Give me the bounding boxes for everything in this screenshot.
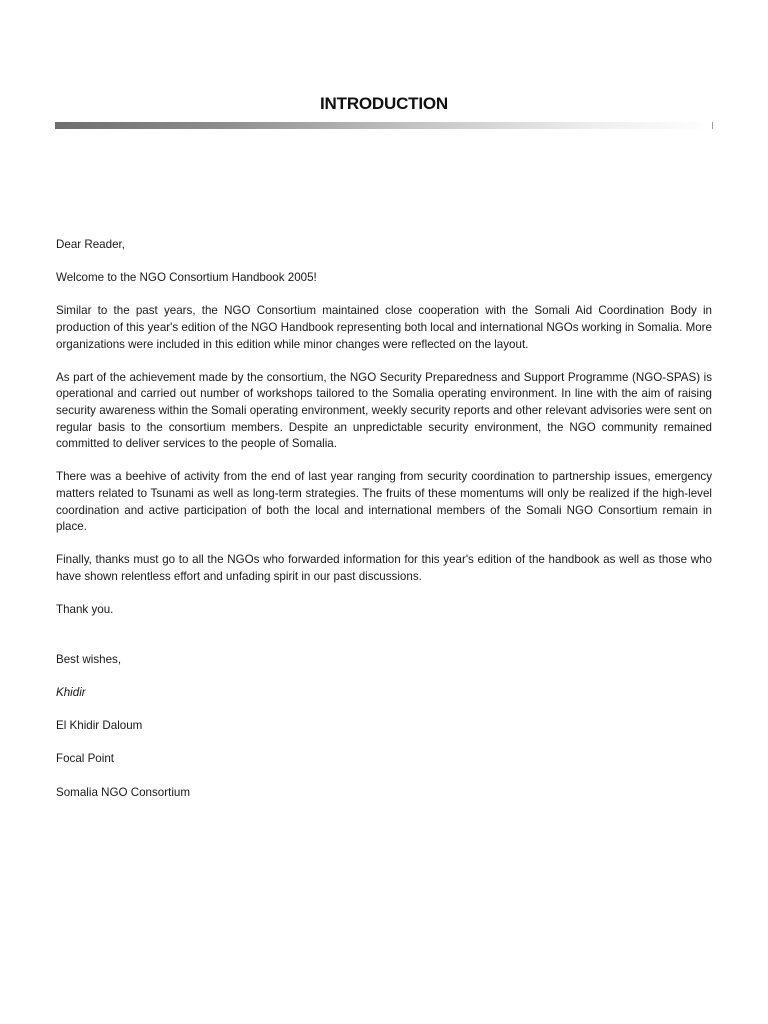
spacer bbox=[56, 635, 712, 652]
title-underline-rule bbox=[55, 122, 713, 129]
page-title: INTRODUCTION bbox=[320, 94, 448, 113]
paragraph-activity: There was a beehive of activity from the end of last year ranging from security coordination to partnership issues, emergency matters related to Tsunami as well as long-term strategies. The fruits of these momentums will only be realized if the high-level coordination and active participation of both the local and international members of the Somali NGO Consortium remain in place. bbox=[56, 470, 712, 534]
rule-end-tick bbox=[712, 122, 713, 129]
letter-body bbox=[56, 237, 712, 818]
signer-organization: Somalia NGO Consortium bbox=[56, 785, 191, 799]
salutation: Dear Reader, bbox=[56, 238, 125, 251]
signature: Khidir bbox=[56, 686, 86, 700]
paragraph-cooperation: Similar to the past years, the NGO Consortium maintained close cooperation with the Somali Aid Coordination Body in production of this year's edition of the NGO Handbook representing both local and international NGOs working in Somalia. More organizations were included in this edition while minor changes were reflected on the layout. bbox=[56, 304, 712, 351]
welcome-line: Welcome to the NGO Consortium Handbook 2005! bbox=[56, 271, 317, 285]
paragraph-security: As part of the achievement made by the consortium, the NGO Security Preparedness and Support Programme (NGO-SPAS) is operational and carried out number of workshops tailored to the Somalia operating environment. In line with the aim of raising security awareness within the Somali operating environment, weekly security reports and other relevant advisories were sent on regular basis to the consortium members. Despite an unpredictable security environment, the NGO community remained committed to deliver services to the people of Somalia. bbox=[56, 370, 712, 451]
thank-you-line: Thank you. bbox=[56, 603, 114, 617]
paragraph-thanks: Finally, thanks must go to all the NGOs who forwarded information for this year's edition of the handbook as well as those who have shown relentless effort and unfading spirit in our past discussions. bbox=[56, 553, 712, 583]
signer-name: El Khidir Daloum bbox=[56, 719, 143, 733]
closing-line: Best wishes, bbox=[56, 652, 122, 666]
signer-role: Focal Point bbox=[56, 752, 114, 766]
